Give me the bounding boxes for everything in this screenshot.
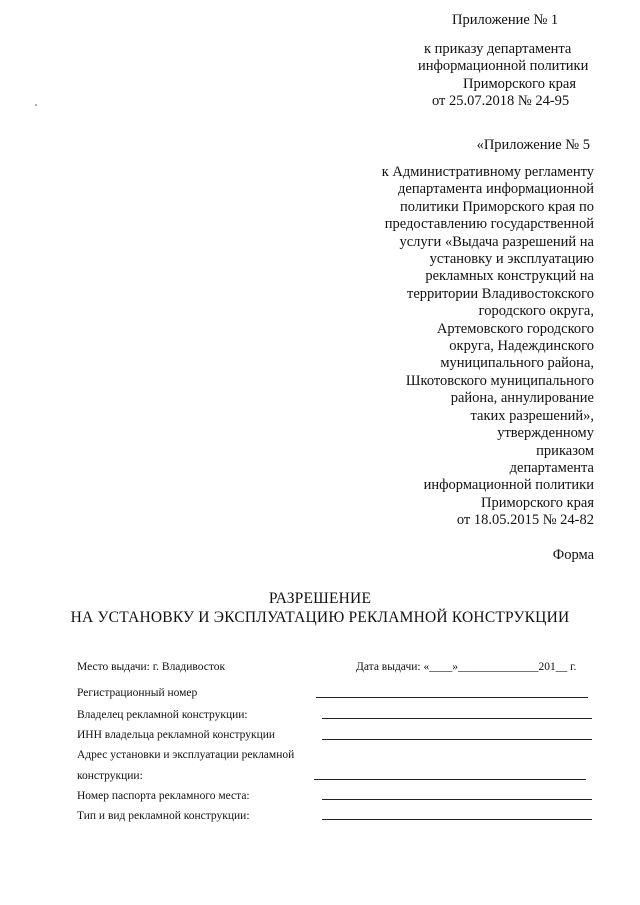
appendix5-line: Приморского края [480, 494, 594, 511]
address-label-line1: Адрес установки и эксплуатации рекламной [77, 749, 295, 761]
margin-speck [35, 104, 37, 106]
appendix1-line: к приказу департамента [424, 41, 572, 57]
appendix5-line: территории Владивостокского [406, 285, 594, 302]
date-of-issue: Дата выдачи: «____»______________201__ г. [356, 661, 577, 673]
appendix5-line: приказом [536, 442, 594, 459]
document-heading-line2: НА УСТАНОВКУ И ЭКСПЛУАТАЦИЮ РЕКЛАМНОЙ КОНСТРУКЦИИ [70, 609, 570, 626]
appendix5-line: округа, Надеждинского [449, 338, 594, 355]
appendix5-line: утвержденному [497, 425, 594, 442]
type-label: Тип и вид рекламной конструкции: [77, 810, 250, 822]
appendix1-line: от 25.07.2018 № 24-95 [432, 93, 570, 109]
place-of-issue: Место выдачи: г. Владивосток [77, 661, 226, 673]
appendix5-line: Шкотовского муниципального [405, 372, 594, 389]
appendix1-title: Приложение № 1 [452, 12, 559, 28]
appendix5-body [382, 164, 594, 530]
appendix5-line: таких разрешений», [470, 407, 594, 424]
address-label-line2: конструкции: [77, 770, 143, 782]
form-label: Форма [552, 547, 594, 563]
appendix5-line: предоставлению государственной [384, 216, 594, 233]
inn-label: ИНН владельца рекламной конструкции [77, 729, 276, 741]
appendix5-line: рекламных конструкций на [425, 268, 594, 285]
document-heading-line1: РАЗРЕШЕНИЕ [268, 590, 372, 607]
reg-number-label: Регистрационный номер [77, 687, 198, 699]
appendix5-line: района, аннулирование [450, 390, 594, 407]
appendix1-line: Приморского края [463, 76, 577, 92]
passport-line [322, 799, 592, 800]
appendix5-line: к Административному регламенту [381, 164, 594, 180]
appendix5-line: департамента информационной [398, 181, 594, 198]
owner-line [322, 718, 592, 719]
appendix5-title: «Приложение № 5 [476, 137, 590, 153]
address-line [314, 779, 586, 780]
appendix5-line: услуги «Выдача разрешений на [399, 233, 594, 250]
appendix5-line: городского округа, [478, 303, 594, 320]
appendix5-line: департамента [509, 459, 594, 476]
passport-label: Номер паспорта рекламного места: [77, 790, 250, 802]
appendix5-line: Артемовского городского [436, 320, 594, 337]
type-line [322, 819, 592, 820]
reg-number-line [316, 697, 588, 698]
appendix5-line: муниципального района, [440, 355, 594, 372]
appendix5-line: от 18.05.2015 № 24-82 [456, 512, 594, 529]
appendix5-line: установку и эксплуатацию [429, 251, 594, 268]
appendix5-line: политики Приморского края по [400, 198, 594, 215]
appendix5-line: информационной политики [423, 477, 594, 494]
appendix1-line: информационной политики [418, 58, 589, 74]
owner-label: Владелец рекламной конструкции: [77, 709, 248, 721]
inn-line [322, 739, 592, 740]
